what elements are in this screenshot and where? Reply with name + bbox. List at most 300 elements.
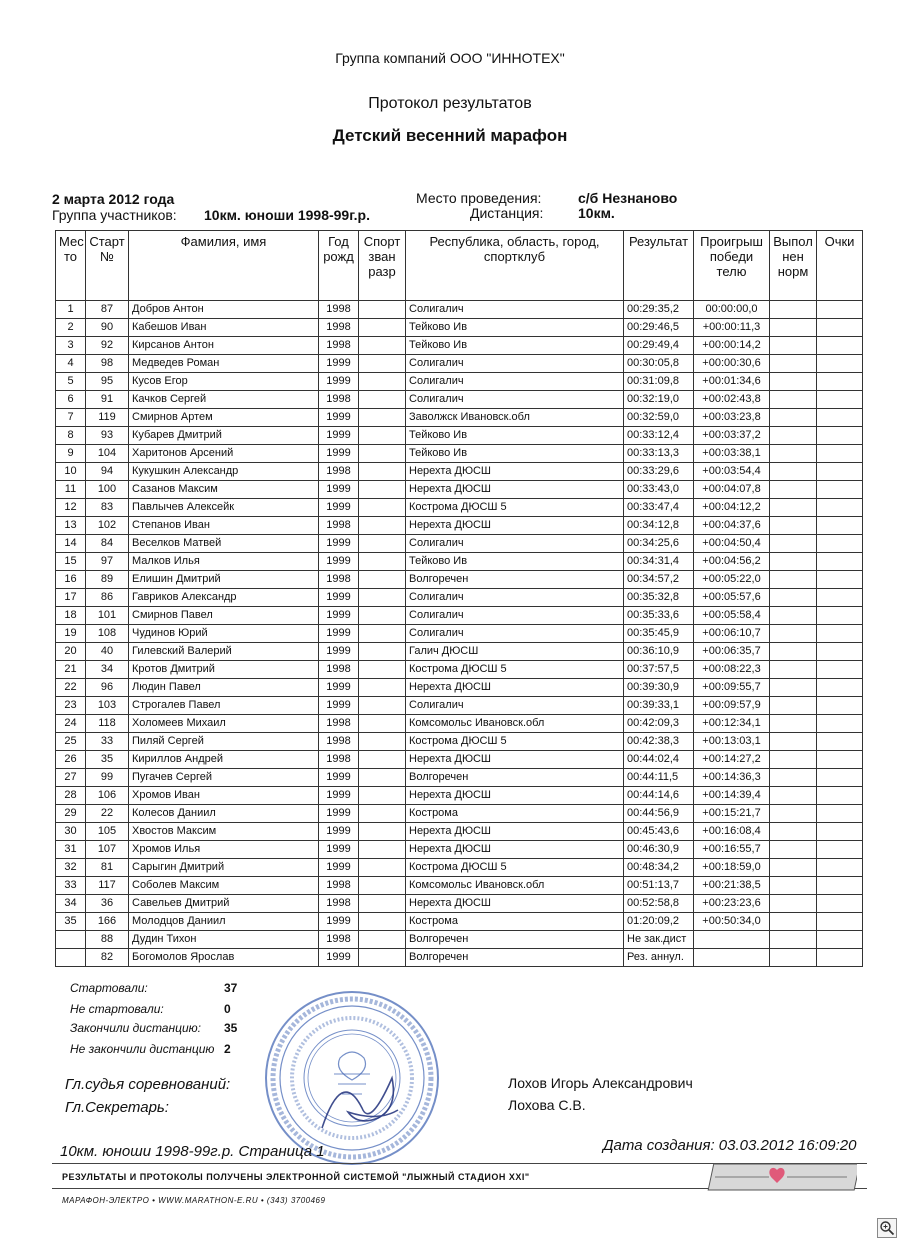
cell-place: 14 [56, 535, 86, 553]
cell-club: Кострома ДЮСШ 5 [406, 859, 624, 877]
cell-result: 00:33:12,4 [624, 427, 694, 445]
cell-place: 11 [56, 481, 86, 499]
cell-club: Тейково Ив [406, 445, 624, 463]
cell-athlete-name: Добров Антон [129, 301, 319, 319]
cell-sport-rank [359, 355, 406, 373]
cell-birth-year: 1998 [319, 931, 359, 949]
cell-athlete-name: Качков Сергей [129, 391, 319, 409]
cell-result: 00:37:57,5 [624, 661, 694, 679]
cell-club: Нерехта ДЮСШ [406, 751, 624, 769]
cell-sport-rank [359, 427, 406, 445]
cell-sport-rank [359, 787, 406, 805]
cell-birth-year: 1998 [319, 661, 359, 679]
cell-points [817, 895, 863, 913]
stat-started [70, 981, 238, 995]
cell-start-number: 107 [86, 841, 129, 859]
cell-time-behind: +00:03:54,4 [694, 463, 770, 481]
cell-norm-done [770, 427, 817, 445]
cell-place [56, 931, 86, 949]
cell-norm-done [770, 769, 817, 787]
cell-result: 00:44:02,4 [624, 751, 694, 769]
table-row [56, 499, 863, 517]
cell-points [817, 823, 863, 841]
cell-points [817, 661, 863, 679]
cell-start-number: 91 [86, 391, 129, 409]
col-header-place: Мес то [56, 231, 86, 301]
cell-start-number: 92 [86, 337, 129, 355]
cell-points [817, 859, 863, 877]
cell-club: Солигалич [406, 301, 624, 319]
cell-sport-rank [359, 589, 406, 607]
cell-sport-rank [359, 553, 406, 571]
col-header-club: Республика, область, город, спортклуб [406, 231, 624, 301]
cell-sport-rank [359, 481, 406, 499]
cell-start-number: 34 [86, 661, 129, 679]
cell-points [817, 769, 863, 787]
cell-birth-year: 1998 [319, 301, 359, 319]
cell-time-behind: +00:05:57,6 [694, 589, 770, 607]
cell-result: 00:52:58,8 [624, 895, 694, 913]
cell-club: Комсомольс Ивановск.обл [406, 877, 624, 895]
cell-start-number: 106 [86, 787, 129, 805]
cell-place: 23 [56, 697, 86, 715]
cell-club: Кострома ДЮСШ 5 [406, 661, 624, 679]
cell-result: 00:45:43,6 [624, 823, 694, 841]
cell-place: 30 [56, 823, 86, 841]
table-row [56, 733, 863, 751]
table-row [56, 841, 863, 859]
table-row [56, 661, 863, 679]
cell-result: 00:42:38,3 [624, 733, 694, 751]
cell-sport-rank [359, 769, 406, 787]
cell-result: 00:33:29,6 [624, 463, 694, 481]
cell-athlete-name: Кирсанов Антон [129, 337, 319, 355]
cell-norm-done [770, 301, 817, 319]
cell-place: 26 [56, 751, 86, 769]
cell-norm-done [770, 355, 817, 373]
table-row [56, 427, 863, 445]
stat-not-started-label: Не стартовали: [70, 1002, 164, 1016]
cell-points [817, 733, 863, 751]
table-row [56, 409, 863, 427]
table-row [56, 535, 863, 553]
cell-time-behind: +00:09:55,7 [694, 679, 770, 697]
cell-sport-rank [359, 679, 406, 697]
cell-club: Нерехта ДЮСШ [406, 481, 624, 499]
cell-place: 12 [56, 499, 86, 517]
cell-club: Тейково Ив [406, 319, 624, 337]
cell-place: 7 [56, 409, 86, 427]
cell-norm-done [770, 517, 817, 535]
cell-sport-rank [359, 931, 406, 949]
cell-birth-year: 1999 [319, 589, 359, 607]
cell-norm-done [770, 877, 817, 895]
cell-result: 00:33:43,0 [624, 481, 694, 499]
system-notice: РЕЗУЛЬТАТЫ И ПРОТОКОЛЫ ПОЛУЧЕНЫ ЭЛЕКТРОННОЙ СИСТЕМОЙ "ЛЫЖНЫЙ СТАДИОН XXI" [62, 1172, 530, 1182]
cell-athlete-name: Гавриков Александр [129, 589, 319, 607]
cell-sport-rank [359, 805, 406, 823]
cell-norm-done [770, 607, 817, 625]
cell-points [817, 553, 863, 571]
cell-sport-rank [359, 499, 406, 517]
cell-birth-year: 1999 [319, 481, 359, 499]
cell-time-behind: +00:04:37,6 [694, 517, 770, 535]
cell-birth-year: 1999 [319, 427, 359, 445]
cell-club: Галич ДЮСШ [406, 643, 624, 661]
cell-result: 00:35:32,8 [624, 589, 694, 607]
cell-place: 32 [56, 859, 86, 877]
results-table [55, 230, 863, 967]
cell-birth-year: 1999 [319, 949, 359, 967]
table-row [56, 625, 863, 643]
table-row [56, 751, 863, 769]
cell-points [817, 949, 863, 967]
vendor-site: МАРАФОН-ЭЛЕКТРО • WWW.MARATHON-E.RU • (343) 3700469 [62, 1196, 326, 1205]
cell-birth-year: 1998 [319, 391, 359, 409]
cell-time-behind: +00:03:23,8 [694, 409, 770, 427]
cell-place [56, 949, 86, 967]
cell-athlete-name: Савельев Дмитрий [129, 895, 319, 913]
cell-club: Волгоречен [406, 769, 624, 787]
cell-result: 00:39:30,9 [624, 679, 694, 697]
cell-start-number: 119 [86, 409, 129, 427]
table-row [56, 679, 863, 697]
cell-result: 00:35:33,6 [624, 607, 694, 625]
cell-result: 00:44:56,9 [624, 805, 694, 823]
cell-norm-done [770, 931, 817, 949]
cell-norm-done [770, 553, 817, 571]
cell-sport-rank [359, 751, 406, 769]
table-row [56, 895, 863, 913]
cell-club: Тейково Ив [406, 553, 624, 571]
cell-norm-done [770, 895, 817, 913]
cell-sport-rank [359, 517, 406, 535]
cell-sport-rank [359, 715, 406, 733]
cell-start-number: 82 [86, 949, 129, 967]
cell-birth-year: 1999 [319, 841, 359, 859]
cell-time-behind: +00:02:43,8 [694, 391, 770, 409]
cell-sport-rank [359, 625, 406, 643]
cell-result: 00:34:57,2 [624, 571, 694, 589]
cell-points [817, 625, 863, 643]
cell-points [817, 337, 863, 355]
cell-club: Волгоречен [406, 571, 624, 589]
cell-start-number: 87 [86, 301, 129, 319]
table-row [56, 445, 863, 463]
judge-label: Гл.судья соревнований: [65, 1076, 231, 1093]
stat-started-value: 37 [224, 981, 238, 995]
cell-birth-year: 1999 [319, 355, 359, 373]
cell-place: 15 [56, 553, 86, 571]
table-row [56, 301, 863, 319]
cell-athlete-name: Медведев Роман [129, 355, 319, 373]
cell-result: 00:42:09,3 [624, 715, 694, 733]
cell-sport-rank [359, 643, 406, 661]
cell-result: 00:33:13,3 [624, 445, 694, 463]
cell-athlete-name: Людин Павел [129, 679, 319, 697]
cell-birth-year: 1999 [319, 697, 359, 715]
cell-norm-done [770, 661, 817, 679]
cell-athlete-name: Строгалев Павел [129, 697, 319, 715]
cell-norm-done [770, 535, 817, 553]
cell-points [817, 427, 863, 445]
creation-date: Дата создания: 03.03.2012 16:09:20 [603, 1137, 857, 1154]
cell-start-number: 81 [86, 859, 129, 877]
secretary-name: Лохова С.В. [508, 1097, 586, 1113]
cell-time-behind: +00:06:35,7 [694, 643, 770, 661]
cell-club: Солигалич [406, 589, 624, 607]
cell-birth-year: 1998 [319, 319, 359, 337]
cell-norm-done [770, 787, 817, 805]
cell-sport-rank [359, 301, 406, 319]
cell-result: Не зак.дист [624, 931, 694, 949]
cell-start-number: 117 [86, 877, 129, 895]
col-header-points: Очки [817, 231, 863, 301]
table-row [56, 913, 863, 931]
cell-start-number: 88 [86, 931, 129, 949]
table-row [56, 697, 863, 715]
cell-start-number: 108 [86, 625, 129, 643]
cell-place: 21 [56, 661, 86, 679]
cell-norm-done [770, 319, 817, 337]
cell-result: Рез. аннул. [624, 949, 694, 967]
cell-sport-rank [359, 949, 406, 967]
cell-birth-year: 1998 [319, 517, 359, 535]
cell-norm-done [770, 409, 817, 427]
cell-athlete-name: Малков Илья [129, 553, 319, 571]
cell-norm-done [770, 589, 817, 607]
cell-sport-rank [359, 373, 406, 391]
cell-result: 00:29:46,5 [624, 319, 694, 337]
col-header-start: Старт № [86, 231, 129, 301]
cell-athlete-name: Колесов Даниил [129, 805, 319, 823]
cell-place: 25 [56, 733, 86, 751]
marathon-electro-logo [707, 1158, 857, 1194]
cell-athlete-name: Кириллов Андрей [129, 751, 319, 769]
cell-club: Нерехта ДЮСШ [406, 679, 624, 697]
stat-not-finished [70, 1042, 231, 1056]
cell-result: 00:35:45,9 [624, 625, 694, 643]
cell-time-behind: +00:05:22,0 [694, 571, 770, 589]
cell-points [817, 445, 863, 463]
cell-time-behind: +00:14:39,4 [694, 787, 770, 805]
cell-time-behind: +00:16:08,4 [694, 823, 770, 841]
cell-athlete-name: Смирнов Артем [129, 409, 319, 427]
cell-sport-rank [359, 535, 406, 553]
cell-result: 00:29:35,2 [624, 301, 694, 319]
cell-time-behind: +00:18:59,0 [694, 859, 770, 877]
col-header-norm: Выпол нен норм [770, 231, 817, 301]
cell-place: 3 [56, 337, 86, 355]
cell-points [817, 499, 863, 517]
table-row [56, 589, 863, 607]
table-row [56, 715, 863, 733]
distance-value: 10км. [578, 205, 615, 221]
table-row [56, 571, 863, 589]
cell-sport-rank [359, 337, 406, 355]
cell-time-behind: +00:01:34,6 [694, 373, 770, 391]
cell-points [817, 751, 863, 769]
cell-result: 00:44:14,6 [624, 787, 694, 805]
cell-birth-year: 1999 [319, 913, 359, 931]
cell-place: 4 [56, 355, 86, 373]
table-row [56, 553, 863, 571]
cell-birth-year: 1998 [319, 337, 359, 355]
cell-start-number: 95 [86, 373, 129, 391]
cell-athlete-name: Веселков Матвей [129, 535, 319, 553]
cell-time-behind: +00:13:03,1 [694, 733, 770, 751]
cell-points [817, 535, 863, 553]
cell-club: Волгоречен [406, 949, 624, 967]
cell-start-number: 166 [86, 913, 129, 931]
cell-place: 17 [56, 589, 86, 607]
table-row [56, 355, 863, 373]
cell-place: 34 [56, 895, 86, 913]
cell-sport-rank [359, 913, 406, 931]
cell-norm-done [770, 499, 817, 517]
cell-start-number: 97 [86, 553, 129, 571]
cell-place: 16 [56, 571, 86, 589]
cell-points [817, 481, 863, 499]
stat-started-label: Стартовали: [70, 981, 148, 995]
cell-club: Солигалич [406, 391, 624, 409]
cell-sport-rank [359, 841, 406, 859]
stat-not-finished-label: Не закончили дистанцию [70, 1042, 215, 1056]
cell-result: 00:34:12,8 [624, 517, 694, 535]
cell-start-number: 83 [86, 499, 129, 517]
cell-athlete-name: Елишин Дмитрий [129, 571, 319, 589]
cell-points [817, 697, 863, 715]
table-row [56, 319, 863, 337]
table-row [56, 949, 863, 967]
col-header-result: Результат [624, 231, 694, 301]
cell-place: 8 [56, 427, 86, 445]
cell-result: 01:20:09,2 [624, 913, 694, 931]
cell-time-behind: +00:04:56,2 [694, 553, 770, 571]
cell-start-number: 33 [86, 733, 129, 751]
cell-athlete-name: Кукушкин Александр [129, 463, 319, 481]
cell-place: 1 [56, 301, 86, 319]
cell-time-behind: +00:14:27,2 [694, 751, 770, 769]
cell-time-behind: +00:04:07,8 [694, 481, 770, 499]
magnifier-icon [878, 1219, 896, 1237]
cell-sport-rank [359, 733, 406, 751]
cell-athlete-name: Павлычев Алексейк [129, 499, 319, 517]
cell-points [817, 517, 863, 535]
cell-athlete-name: Кротов Дмитрий [129, 661, 319, 679]
cell-athlete-name: Кусов Егор [129, 373, 319, 391]
cell-norm-done [770, 823, 817, 841]
cell-athlete-name: Хромов Иван [129, 787, 319, 805]
cell-start-number: 98 [86, 355, 129, 373]
cell-sport-rank [359, 661, 406, 679]
col-header-rank: Спорт зван разр [359, 231, 406, 301]
cell-points [817, 391, 863, 409]
cell-time-behind: +00:09:57,9 [694, 697, 770, 715]
cell-start-number: 100 [86, 481, 129, 499]
stat-finished [70, 1021, 238, 1035]
table-row [56, 517, 863, 535]
cell-athlete-name: Молодцов Даниил [129, 913, 319, 931]
cell-birth-year: 1999 [319, 607, 359, 625]
cell-place: 35 [56, 913, 86, 931]
protocol-title: Протокол результатов [368, 95, 532, 112]
cell-points [817, 301, 863, 319]
cell-points [817, 877, 863, 895]
cell-sport-rank [359, 319, 406, 337]
cell-birth-year: 1999 [319, 445, 359, 463]
table-row [56, 931, 863, 949]
table-row [56, 391, 863, 409]
cell-time-behind: +00:50:34,0 [694, 913, 770, 931]
cell-athlete-name: Кубарев Дмитрий [129, 427, 319, 445]
cell-start-number: 104 [86, 445, 129, 463]
cell-club: Солигалич [406, 625, 624, 643]
cell-result: 00:31:09,8 [624, 373, 694, 391]
zoom-button[interactable] [877, 1218, 897, 1238]
cell-club: Заволжск Ивановск.обл [406, 409, 624, 427]
cell-birth-year: 1999 [319, 859, 359, 877]
cell-time-behind: +00:21:38,5 [694, 877, 770, 895]
cell-start-number: 96 [86, 679, 129, 697]
official-stamp [262, 988, 442, 1168]
cell-club: Тейково Ив [406, 337, 624, 355]
cell-result: 00:46:30,9 [624, 841, 694, 859]
cell-athlete-name: Гилевский Валерий [129, 643, 319, 661]
cell-start-number: 86 [86, 589, 129, 607]
cell-points [817, 589, 863, 607]
cell-club: Кострома [406, 913, 624, 931]
cell-athlete-name: Хвостов Максим [129, 823, 319, 841]
cell-points [817, 463, 863, 481]
cell-norm-done [770, 841, 817, 859]
cell-norm-done [770, 643, 817, 661]
cell-points [817, 373, 863, 391]
cell-norm-done [770, 733, 817, 751]
cell-club: Солигалич [406, 355, 624, 373]
cell-start-number: 94 [86, 463, 129, 481]
cell-athlete-name: Хромов Илья [129, 841, 319, 859]
cell-result: 00:39:33,1 [624, 697, 694, 715]
cell-start-number: 93 [86, 427, 129, 445]
cell-birth-year: 1998 [319, 895, 359, 913]
cell-place: 27 [56, 769, 86, 787]
cell-sport-rank [359, 571, 406, 589]
cell-norm-done [770, 697, 817, 715]
cell-start-number: 36 [86, 895, 129, 913]
cell-result: 00:33:47,4 [624, 499, 694, 517]
cell-sport-rank [359, 607, 406, 625]
cell-place: 24 [56, 715, 86, 733]
cell-club: Кострома ДЮСШ 5 [406, 499, 624, 517]
table-row [56, 769, 863, 787]
cell-place: 19 [56, 625, 86, 643]
cell-time-behind: +00:04:12,2 [694, 499, 770, 517]
cell-athlete-name: Дудин Тихон [129, 931, 319, 949]
cell-result: 00:34:25,6 [624, 535, 694, 553]
cell-start-number: 84 [86, 535, 129, 553]
stat-finished-value: 35 [224, 1021, 238, 1035]
cell-sport-rank [359, 697, 406, 715]
cell-time-behind: +00:16:55,7 [694, 841, 770, 859]
table-row [56, 373, 863, 391]
cell-athlete-name: Сарыгин Дмитрий [129, 859, 319, 877]
stat-not-started [70, 1002, 231, 1016]
cell-athlete-name: Харитонов Арсений [129, 445, 319, 463]
cell-birth-year: 1999 [319, 553, 359, 571]
cell-result: 00:32:59,0 [624, 409, 694, 427]
cell-birth-year: 1998 [319, 733, 359, 751]
